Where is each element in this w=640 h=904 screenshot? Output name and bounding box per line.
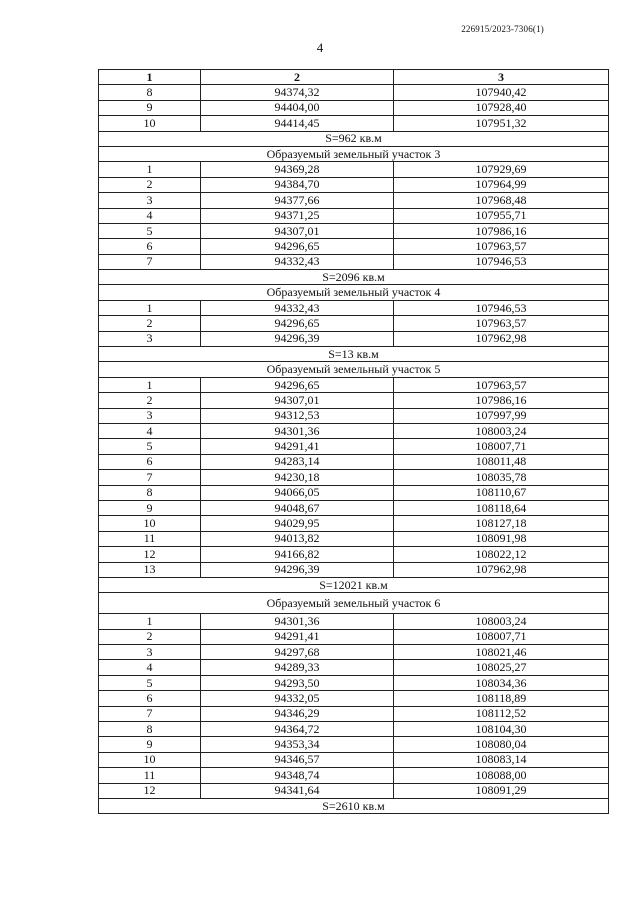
point-number-cell: 12	[99, 547, 201, 562]
y-coordinate-cell: 108112,52	[394, 706, 609, 721]
table-row	[99, 300, 609, 315]
table-row	[99, 239, 609, 254]
section-row	[99, 146, 609, 161]
section-row	[99, 362, 609, 377]
point-number-cell: 11	[99, 768, 201, 783]
table-row	[99, 531, 609, 546]
table-row	[99, 316, 609, 331]
point-number-cell: 3	[99, 408, 201, 423]
table-row	[99, 614, 609, 629]
table-row	[99, 516, 609, 531]
table-row	[99, 193, 609, 208]
y-coordinate-cell: 108127,18	[394, 516, 609, 531]
point-number-cell: 8	[99, 85, 201, 100]
table-row	[99, 722, 609, 737]
x-coordinate-cell: 94377,66	[201, 193, 394, 208]
section-title-cell: Образуемый земельный участок 4	[99, 285, 609, 300]
section-title-cell: Образуемый земельный участок 6	[99, 593, 609, 614]
x-coordinate-cell: 94296,39	[201, 562, 394, 577]
y-coordinate-cell: 108003,24	[394, 614, 609, 629]
x-coordinate-cell: 94296,39	[201, 331, 394, 346]
y-coordinate-cell: 108080,04	[394, 737, 609, 752]
point-number-cell: 1	[99, 162, 201, 177]
point-number-cell: 7	[99, 706, 201, 721]
x-coordinate-cell: 94013,82	[201, 531, 394, 546]
point-number-cell: 9	[99, 737, 201, 752]
x-coordinate-cell: 94296,65	[201, 316, 394, 331]
table-row	[99, 331, 609, 346]
y-coordinate-cell: 108011,48	[394, 454, 609, 469]
x-coordinate-cell: 94293,50	[201, 675, 394, 690]
y-coordinate-cell: 108118,89	[394, 691, 609, 706]
point-number-cell: 8	[99, 485, 201, 500]
area-cell: S=12021 кв.м	[99, 577, 609, 592]
point-number-cell: 10	[99, 752, 201, 767]
x-coordinate-cell: 94291,41	[201, 629, 394, 644]
x-coordinate-cell: 94297,68	[201, 645, 394, 660]
area-row	[99, 347, 609, 362]
y-coordinate-cell: 108088,00	[394, 768, 609, 783]
x-coordinate-cell: 94332,43	[201, 300, 394, 315]
point-number-cell: 6	[99, 691, 201, 706]
x-coordinate-cell: 94353,34	[201, 737, 394, 752]
column-header: 1	[99, 70, 201, 85]
x-coordinate-cell: 94301,36	[201, 423, 394, 438]
point-number-cell: 11	[99, 531, 201, 546]
x-coordinate-cell: 94291,41	[201, 439, 394, 454]
x-coordinate-cell: 94384,70	[201, 177, 394, 192]
x-coordinate-cell: 94404,00	[201, 100, 394, 115]
table-row	[99, 408, 609, 423]
table-row	[99, 85, 609, 100]
point-number-cell: 2	[99, 629, 201, 644]
table-row	[99, 629, 609, 644]
area-row	[99, 131, 609, 146]
table-row	[99, 208, 609, 223]
x-coordinate-cell: 94364,72	[201, 722, 394, 737]
area-cell: S=13 кв.м	[99, 347, 609, 362]
area-row	[99, 577, 609, 592]
table-row	[99, 706, 609, 721]
column-header: 2	[201, 70, 394, 85]
point-number-cell: 1	[99, 614, 201, 629]
area-cell: S=2610 кв.м	[99, 798, 609, 813]
y-coordinate-cell: 108022,12	[394, 547, 609, 562]
point-number-cell: 4	[99, 208, 201, 223]
table-row	[99, 423, 609, 438]
table-row	[99, 100, 609, 115]
table-row	[99, 377, 609, 392]
point-number-cell: 5	[99, 675, 201, 690]
point-number-cell: 10	[99, 516, 201, 531]
point-number-cell: 5	[99, 439, 201, 454]
y-coordinate-cell: 108091,98	[394, 531, 609, 546]
y-coordinate-cell: 108034,36	[394, 675, 609, 690]
y-coordinate-cell: 108007,71	[394, 439, 609, 454]
section-title-cell: Образуемый земельный участок 5	[99, 362, 609, 377]
area-cell: S=2096 кв.м	[99, 270, 609, 285]
section-row	[99, 593, 609, 614]
point-number-cell: 8	[99, 722, 201, 737]
y-coordinate-cell: 107929,69	[394, 162, 609, 177]
table-row	[99, 768, 609, 783]
x-coordinate-cell: 94332,05	[201, 691, 394, 706]
column-header: 3	[394, 70, 609, 85]
x-coordinate-cell: 94029,95	[201, 516, 394, 531]
point-number-cell: 4	[99, 660, 201, 675]
x-coordinate-cell: 94066,05	[201, 485, 394, 500]
point-number-cell: 6	[99, 239, 201, 254]
table-row	[99, 162, 609, 177]
area-row	[99, 798, 609, 813]
x-coordinate-cell: 94307,01	[201, 223, 394, 238]
table-row	[99, 116, 609, 131]
y-coordinate-cell: 107997,99	[394, 408, 609, 423]
y-coordinate-cell: 108091,29	[394, 783, 609, 798]
point-number-cell: 9	[99, 100, 201, 115]
y-coordinate-cell: 107968,48	[394, 193, 609, 208]
point-number-cell: 10	[99, 116, 201, 131]
y-coordinate-cell: 108104,30	[394, 722, 609, 737]
table-row	[99, 752, 609, 767]
x-coordinate-cell: 94301,36	[201, 614, 394, 629]
point-number-cell: 4	[99, 423, 201, 438]
point-number-cell: 2	[99, 316, 201, 331]
y-coordinate-cell: 107962,98	[394, 562, 609, 577]
x-coordinate-cell: 94348,74	[201, 768, 394, 783]
table-header-row	[99, 70, 609, 85]
y-coordinate-cell: 107955,71	[394, 208, 609, 223]
point-number-cell: 12	[99, 783, 201, 798]
y-coordinate-cell: 108118,64	[394, 500, 609, 515]
table-row	[99, 393, 609, 408]
table-row	[99, 485, 609, 500]
table-row	[99, 470, 609, 485]
table-row	[99, 439, 609, 454]
y-coordinate-cell: 108007,71	[394, 629, 609, 644]
table-row	[99, 675, 609, 690]
table-row	[99, 500, 609, 515]
table-row	[99, 660, 609, 675]
y-coordinate-cell: 108035,78	[394, 470, 609, 485]
x-coordinate-cell: 94230,18	[201, 470, 394, 485]
y-coordinate-cell: 108003,24	[394, 423, 609, 438]
x-coordinate-cell: 94166,82	[201, 547, 394, 562]
y-coordinate-cell: 108025,27	[394, 660, 609, 675]
x-coordinate-cell: 94289,33	[201, 660, 394, 675]
point-number-cell: 1	[99, 377, 201, 392]
y-coordinate-cell: 108083,14	[394, 752, 609, 767]
y-coordinate-cell: 107986,16	[394, 393, 609, 408]
x-coordinate-cell: 94374,32	[201, 85, 394, 100]
x-coordinate-cell: 94346,57	[201, 752, 394, 767]
x-coordinate-cell: 94346,29	[201, 706, 394, 721]
coordinates-table	[98, 69, 609, 814]
x-coordinate-cell: 94371,25	[201, 208, 394, 223]
x-coordinate-cell: 94048,67	[201, 500, 394, 515]
table-row	[99, 254, 609, 269]
point-number-cell: 13	[99, 562, 201, 577]
x-coordinate-cell: 94312,53	[201, 408, 394, 423]
table-row	[99, 177, 609, 192]
point-number-cell: 7	[99, 254, 201, 269]
x-coordinate-cell: 94341,64	[201, 783, 394, 798]
section-title-cell: Образуемый земельный участок 3	[99, 146, 609, 161]
point-number-cell: 3	[99, 193, 201, 208]
point-number-cell: 3	[99, 645, 201, 660]
y-coordinate-cell: 107963,57	[394, 377, 609, 392]
x-coordinate-cell: 94283,14	[201, 454, 394, 469]
x-coordinate-cell: 94307,01	[201, 393, 394, 408]
y-coordinate-cell: 107940,42	[394, 85, 609, 100]
point-number-cell: 6	[99, 454, 201, 469]
area-row	[99, 270, 609, 285]
area-cell: S=962 кв.м	[99, 131, 609, 146]
y-coordinate-cell: 107964,99	[394, 177, 609, 192]
y-coordinate-cell: 107946,53	[394, 254, 609, 269]
document-number: 226915/2023-7306(1)	[461, 24, 544, 34]
point-number-cell: 3	[99, 331, 201, 346]
y-coordinate-cell: 107986,16	[394, 223, 609, 238]
page-number: 4	[316, 40, 324, 55]
y-coordinate-cell: 107946,53	[394, 300, 609, 315]
y-coordinate-cell: 108110,67	[394, 485, 609, 500]
x-coordinate-cell: 94296,65	[201, 377, 394, 392]
y-coordinate-cell: 107962,98	[394, 331, 609, 346]
y-coordinate-cell: 108021,46	[394, 645, 609, 660]
point-number-cell: 2	[99, 177, 201, 192]
point-number-cell: 2	[99, 393, 201, 408]
x-coordinate-cell: 94296,65	[201, 239, 394, 254]
table-row	[99, 783, 609, 798]
y-coordinate-cell: 107963,57	[394, 239, 609, 254]
table-row	[99, 454, 609, 469]
table-row	[99, 737, 609, 752]
point-number-cell: 5	[99, 223, 201, 238]
y-coordinate-cell: 107951,32	[394, 116, 609, 131]
x-coordinate-cell: 94369,28	[201, 162, 394, 177]
table-body	[99, 85, 609, 814]
point-number-cell: 7	[99, 470, 201, 485]
table-row	[99, 562, 609, 577]
table-row	[99, 547, 609, 562]
table-row	[99, 691, 609, 706]
y-coordinate-cell: 107963,57	[394, 316, 609, 331]
x-coordinate-cell: 94332,43	[201, 254, 394, 269]
point-number-cell: 9	[99, 500, 201, 515]
point-number-cell: 1	[99, 300, 201, 315]
x-coordinate-cell: 94414,45	[201, 116, 394, 131]
y-coordinate-cell: 107928,40	[394, 100, 609, 115]
table-row	[99, 645, 609, 660]
section-row	[99, 285, 609, 300]
table-row	[99, 223, 609, 238]
